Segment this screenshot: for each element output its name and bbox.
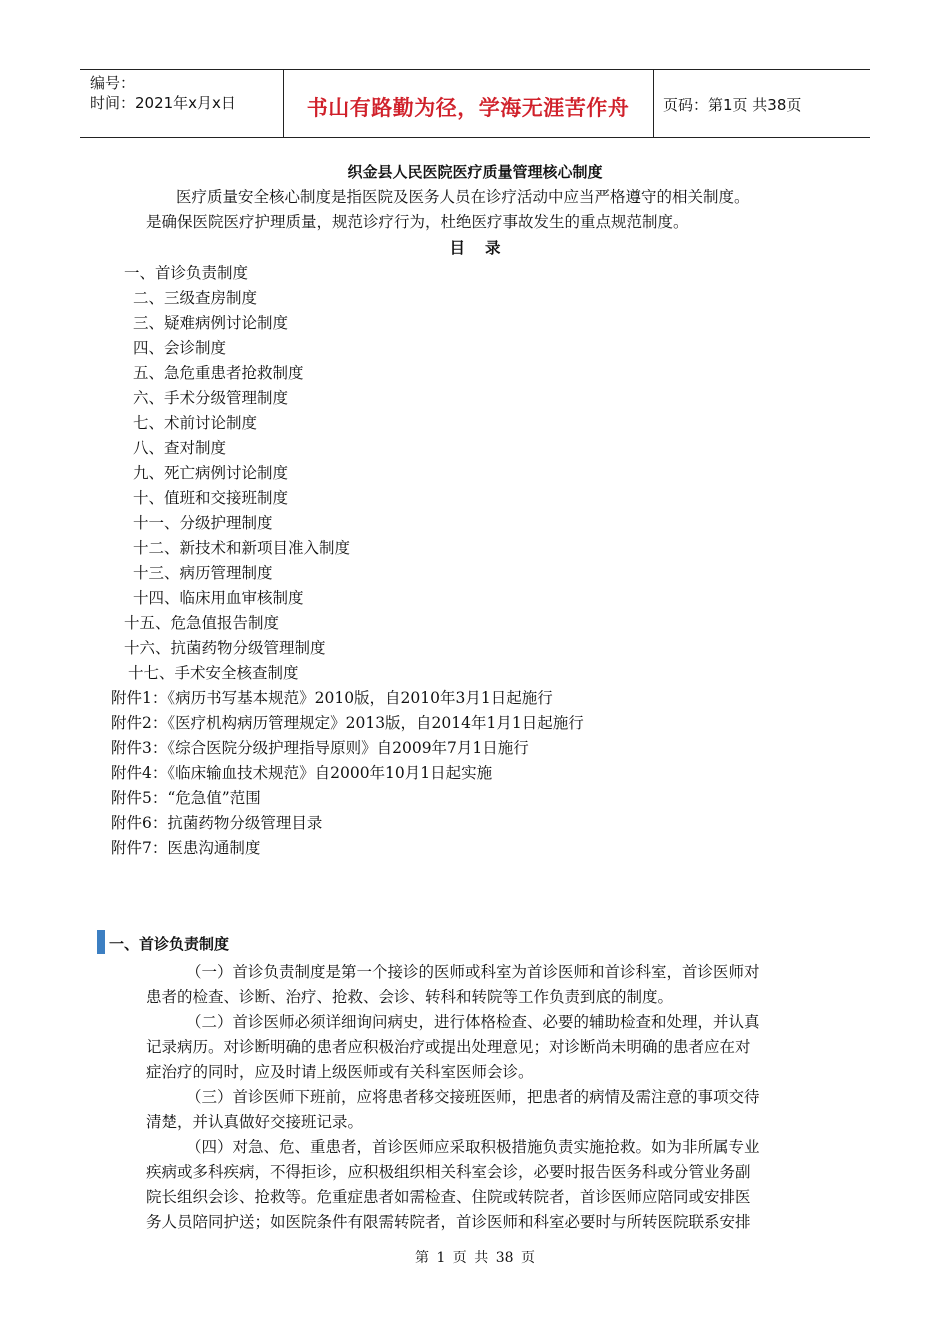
toc-item: 三、疑难病例讨论制度 [133,314,289,332]
toc-appendix-item: 附件4：《临床输血技术规范》自2000年10月1日起实施 [111,764,493,782]
toc-item: 六、手术分级管理制度 [133,389,289,407]
paragraph-line: 清楚，并认真做好交接班记录。 [146,1113,364,1131]
toc-appendix-item: 附件5：“危急值”范围 [111,789,261,807]
toc-item: 四、会诊制度 [133,339,227,357]
paragraph-line: 记录病历。对诊断明确的患者应积极治疗或提出处理意见；对诊断尚未明确的患者应在对 [146,1038,751,1056]
toc-item: 十、值班和交接班制度 [133,489,289,507]
toc-title: 目录 [449,238,521,257]
toc-appendix-item: 附件1：《病历书写基本规范》2010版，自2010年3月1日起施行 [111,689,553,707]
toc-appendix-item: 附件3：《综合医院分级护理指导原则》自2009年7月1日施行 [111,739,529,757]
intro-line-2: 是确保医院医疗护理质量，规范诊疗行为，杜绝医疗事故发生的重点规范制度。 [146,213,689,231]
paragraph-line: 院长组织会诊、抢救等。危重症患者如需检查、住院或转院者，首诊医师应陪同或安排医 [146,1188,751,1206]
header-page-number: 页码：第1页 共38页 [663,96,802,114]
document-title: 织金县人民医院医疗质量管理核心制度 [347,163,603,181]
toc-item: 十七、手术安全核查制度 [128,664,299,682]
paragraph-line: 症治疗的同时，应及时请上级医师或有关科室医师会诊。 [146,1063,534,1081]
paragraph-line: 疾病或多科疾病，不得拒诊，应积极组织相关科室会诊，必要时报告医务科或分管业务副 [146,1163,751,1181]
toc-item: 五、急危重患者抢救制度 [133,364,304,382]
paragraph-line: （二）首诊医师必须详细询问病史，进行体格检查、必要的辅助检查和处理，并认真 [186,1013,760,1031]
header-motto: 书山有路勤为径，学海无涯苦作舟 [306,96,630,120]
paragraph-line: （一）首诊负责制度是第一个接诊的医师或科室为首诊医师和首诊科室，首诊医师对 [186,963,760,981]
page-footer: 第 1 页 共 38 页 [415,1250,535,1266]
header-page-cell [653,70,870,137]
toc-item: 十二、新技术和新项目准入制度 [133,539,351,557]
paragraph-line: 患者的检查、诊断、治疗、抢救、会诊、转科和转院等工作负责到底的制度。 [146,988,674,1006]
toc-item: 二、三级查房制度 [133,289,258,307]
section-heading-text: 一、首诊负责制度 [109,935,230,953]
document-code-label: 编号： [90,74,136,92]
header-motto-cell [283,70,654,137]
toc-item: 九、死亡病例讨论制度 [133,464,289,482]
toc-item: 八、查对制度 [133,439,227,457]
intro-line-1: 医疗质量安全核心制度是指医院及医务人员在诊疗活动中应当严格遵守的相关制度。 [176,188,750,206]
toc-item: 七、术前讨论制度 [133,414,258,432]
toc-appendix-item: 附件6：抗菌药物分级管理目录 [111,814,323,832]
toc-item: 一、首诊负责制度 [124,264,249,282]
paragraph-line: （四）对急、危、重患者，首诊医师应采取积极措施负责实施抢救。如为非所属专业 [186,1138,760,1156]
toc-item: 十四、临床用血审核制度 [133,589,304,607]
toc-appendix-item: 附件7：医患沟通制度 [111,839,261,857]
toc-appendix-item: 附件2：《医疗机构病历管理规定》2013版，自2014年1月1日起施行 [111,714,584,732]
toc-item: 十三、病历管理制度 [133,564,273,582]
document-time-label: 时间：2021年x月x日 [90,94,236,112]
paragraph-line: （三）首诊医师下班前，应将患者移交接班医师，把患者的病情及需注意的事项交待 [186,1088,760,1106]
page-header [80,69,870,138]
section-marker [97,930,105,954]
paragraph-line: 务人员陪同护送；如医院条件有限需转院者，首诊医师和科室必要时与所转医院联系安排 [146,1213,751,1231]
toc-item: 十六、抗菌药物分级管理制度 [124,639,326,657]
toc-item: 十一、分级护理制度 [133,514,273,532]
header-info-cell [80,70,284,137]
toc-item: 十五、危急值报告制度 [124,614,280,632]
